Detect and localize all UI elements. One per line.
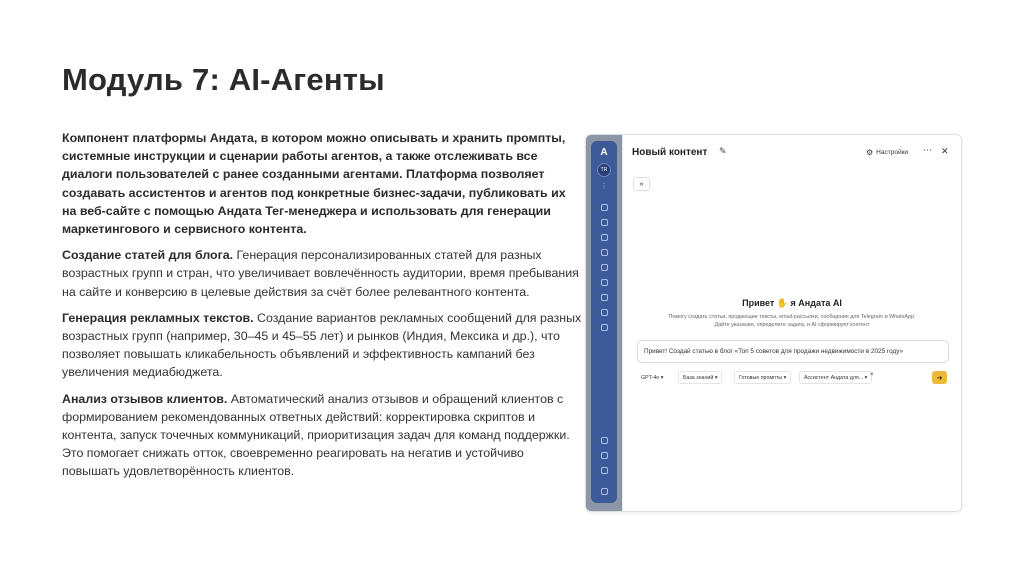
greeting-subtitle: Помогу создать статьи, продающие тексты, email-рассылки, сообщения для Telegram и WhatsApp. Дайте указания, определите задачу, и AI сформирует контент — [668, 314, 916, 328]
section-blog — [62, 246, 582, 301]
section-text: Автоматический анализ отзывов и обращений клиентов с формированием рекомендованных ответных действий: корректировка скриптов и контента, запуск точечных коммуникаций, приоритизация задач для команд поддержки. Это помогает снижать отток, своевременно реагировать на негатив и устойчиво повышать удовлетворённость клиентов. — [62, 391, 570, 479]
trend-icon[interactable] — [601, 279, 608, 286]
settings-label: Настройки — [876, 149, 909, 156]
close-icon[interactable]: ✕ — [941, 146, 949, 156]
assistant-select[interactable]: Ассистент Андата для... ▾ — [799, 371, 872, 384]
diamond-icon[interactable] — [601, 219, 608, 226]
document-icon[interactable] — [601, 249, 608, 256]
list-icon[interactable] — [601, 324, 608, 331]
avatar[interactable]: TR — [597, 163, 611, 177]
text-column — [62, 129, 582, 489]
pencil-icon[interactable]: ✎ — [719, 146, 727, 156]
calendar-icon[interactable] — [601, 467, 608, 474]
expand-button[interactable]: » — [633, 177, 650, 191]
section-heading: Анализ отзывов клиентов. — [62, 391, 228, 406]
content-title: Новый контент — [632, 147, 708, 158]
prompt-input[interactable]: Привет! Создай статью в блог «Топ 5 советов для продажи недвижимости в 2025 году» — [637, 340, 949, 363]
content-panel — [622, 135, 961, 511]
slide-title: Модуль 7: AI-Агенты — [62, 62, 385, 97]
send-button[interactable]: ➔ — [932, 371, 947, 384]
app-screenshot — [585, 134, 962, 512]
logo: A — [600, 147, 608, 158]
share-icon[interactable] — [601, 204, 608, 211]
sidebar-nav — [591, 141, 617, 503]
settings-button[interactable] — [866, 148, 908, 157]
sidebar-rail — [586, 135, 622, 511]
more-icon[interactable]: ⋯ — [923, 145, 932, 155]
section-ads — [62, 309, 582, 382]
pie-icon[interactable] — [601, 294, 608, 301]
intro-paragraph: Компонент платформы Андата, в котором можно описывать и хранить промпты, системные инструкции и сценарии работы агентов, а также отслеживать все диалоги пользователей с ранее созданными агентами. Платформа позволяет создавать ассистентов и агентов под конкретные бизнес-задачи, публиковать их на веб-сайте с помощью Андата Тег-менеджера и использовать для генерации маркетингового и сервисного контента. — [62, 131, 566, 237]
monitor-icon[interactable] — [601, 452, 608, 459]
window-icon[interactable] — [601, 234, 608, 241]
section-heading: Генерация рекламных текстов. — [62, 310, 254, 325]
clear-icon[interactable]: × — [870, 372, 874, 378]
gear-icon: ⚙ — [866, 148, 874, 157]
greeting: Привет ✋ я Андата AI — [742, 298, 842, 308]
prompts-select[interactable]: Готовые промпты ▾ — [734, 371, 791, 384]
prompt-toolbar — [637, 371, 947, 385]
menu-dots-icon[interactable]: ⋮ — [600, 183, 608, 190]
tag-icon[interactable] — [601, 264, 608, 271]
section-heading: Создание статей для блога. — [62, 248, 234, 263]
section-reviews — [62, 390, 582, 481]
section-text: Генерация персонализированных статей для разных возрастных групп и стран, что увеличивает вовлечённость аудитории, время пребывания на сайте и конверсию в целевые действия за счёт более релевантного контента. — [62, 248, 579, 299]
collapse-icon[interactable] — [601, 488, 608, 495]
section-text: Создание вариантов рекламных сообщений для разных возрастных групп (например, 30–45 и 45–55 лет) и рынков (Индия, Мексика и др.), что позволяет повышать кликабельность объявлений и эффективность кампаний без увеличения медиабюджета. — [62, 310, 582, 380]
knowledge-base-select[interactable]: База знаний ▾ — [678, 371, 722, 384]
grid-icon[interactable] — [601, 437, 608, 444]
model-select[interactable]: GPT-4o ▾ — [641, 374, 664, 381]
filter-icon[interactable] — [601, 309, 608, 316]
